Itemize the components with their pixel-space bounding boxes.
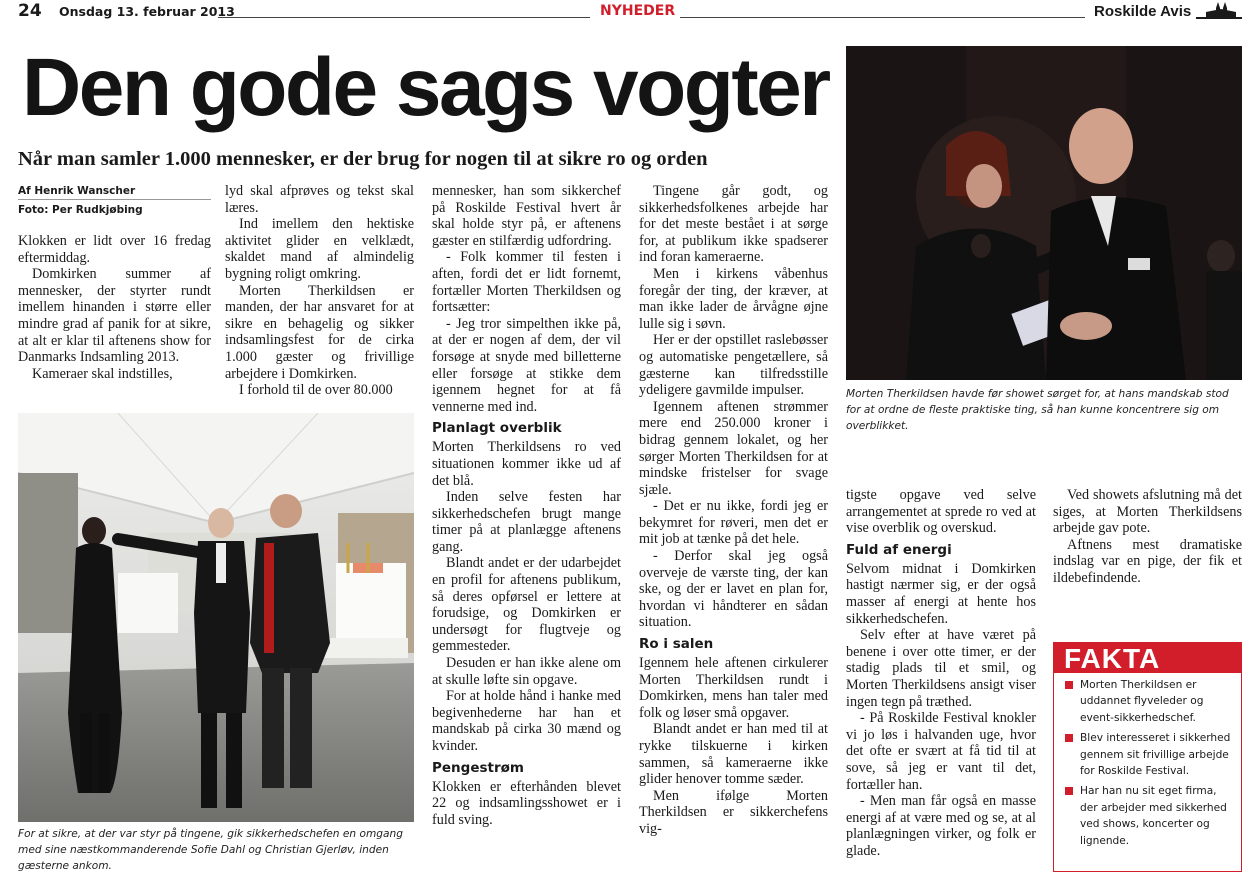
paragraph: For at holde hånd i hanke med begivenhederne har han et mandskab på cirka 30 mænd og kvinder. [432,688,621,754]
paragraph: Klokken er efterhånden blevet 22 og indsamlingsshowet er i fuld sving. [432,778,621,828]
photo-security-walkthrough [18,413,414,822]
text-column-3 [432,183,621,828]
paragraph: Aftnens mest dramatiske indslag var en pige, der fik et ildebefindende. [1053,536,1242,586]
paragraph: Morten Therkildsen er manden, der har ansvaret for at sikre en behagelig og sikker indsamlingsfest for de cirka 1.000 gæster og frivillige arbejdere i Domkirken. [225,282,414,382]
paragraph: Desuden er han ikke alene om at skulle løfte sin opgave. [432,655,621,688]
paper-name: Roskilde Avis [1094,3,1192,20]
paragraph: Blandt andet er der udarbejdet en profil for aftenens publikum, så deres opførsel er lettere at forudsige, og Domkirken er undersøgt for flugtveje og gemmesteder. [432,555,621,655]
text-column-5 [846,487,1036,859]
paragraph: Blandt andet er han med til at rykke tilskuerne i kirken sammen, så kameraerne ikke glider henover tomme sæder. [639,721,828,788]
paragraph: I forhold til de over 80.000 [239,382,393,399]
paragraph: - Men man får også en masse energi af at være med og se, at al planlægningen virker, og folk er glade. [846,793,1036,859]
header-rule-left [218,17,590,18]
left-photo-caption: For at sikre, at der var styr på tingene, gik sikkerhedschefen en omgang med sine næstkommanderende Sofie Dahl og Christian Gjerløv, inden gæsterne ankom. [18,828,403,872]
issue-date: Onsdag 13. februar 2013 [59,4,235,19]
paragraph: mennesker, han som sikkerchef på Roskilde Festival hvert år skal holde styr på, er aftenens gæster en stilfærdig udfordring. [432,183,621,249]
section-label: NYHEDER [600,3,676,19]
paragraph: tigste opgave ved selve arrangementet at sprede ro ved at vise overblik og overskud. [846,487,1036,537]
header-rule-right [680,17,1085,18]
subheading: Planlagt overblik [432,420,562,437]
paragraph: Selv efter at have været på benene i over otte timer, er der stadig plads til et smil, og Morten Therkildsens ansigt viser ingen tegn på træthed. [846,627,1036,710]
photo-security-briefing [846,46,1242,380]
bullet-icon [1065,787,1073,795]
paragraph: Igennem hele aftenen cirkulerer Morten Therkildsen rundt i Domkirken, mens han taler med folk og løser små opgaver. [639,655,828,721]
fakta-box [1053,642,1242,872]
bullet-icon [1065,681,1073,689]
paragraph: Igennem aftenen strømmer mere end 250.000 kroner i bidrag gennem lokalet, og her sørger Morten Therkildsen for at mindske fristelser for svage sjæle. [639,398,828,498]
paragraph: Morten Therkildsens ro ved situationen kommer ikke ud af det blå. [432,439,621,489]
text-column-1 [18,233,211,382]
paragraph: Her er der opstillet raslebøsser og automatiske pengetællere, så gæsterne kan tilfredsstille ydeligere gavmilde impulser. [639,332,828,399]
subheading: Pengestrøm [432,759,524,776]
fakta-title: FAKTA [1054,643,1241,673]
paragraph: Selvom midnat i Domkirken hastigt nærmer sig, er der også masser af energi at hente hos sikkerhedschefen. [846,560,1036,627]
subheadline: Når man samler 1.000 mennesker, er der brug for nogen til at sikre ro og orden [18,148,708,170]
paragraph: - Folk kommer til festen i aften, fordi det er lidt fornemt, fortæller Morten Therkildsen og fortsætter: [432,249,621,316]
right-photo-caption: Morten Therkildsen havde før showet sørget for, at hans mandskab stod for at ordne de fleste praktiske ting, så han kunne koncentrere sig om overblikket. [846,388,1229,432]
paragraph: Tingene går godt, og sikkerhedsfolkenes arbejde har for det meste bestået i at sørge for, at publikum ikke spadserer ind foran kameraerne. [639,183,828,266]
fakta-item: Blev interesseret i sikkerhed gennem sit frivillige arbejde for Roskilde Festival. [1054,730,1241,779]
subheading: Fuld af energi [846,541,952,558]
paragraph: lyd skal afprøves og tekst skal læres. [225,183,414,216]
photo-byline: Foto: Per Rudkjøbing [18,204,143,216]
fakta-item: Har han nu sit eget firma, der arbejder med sikkerhed ved shows, koncerter og lignende. [1054,783,1241,849]
author-byline: Af Henrik Wanscher [18,185,136,197]
text-column-4 [639,183,828,838]
paragraph: Ind imellem den hektiske aktivitet glider en velklædt, skaldet mand af almindelig bygning roligt omkring. [225,216,414,282]
text-column-2 [225,183,414,399]
paragraph: - Derfor skal jeg også overveje de værste ting, der kan ske, og der er lavet en plan for, hvordan vi håndterer en sådan situation. [639,548,828,631]
paragraph: Klokken er lidt over 16 fredag eftermiddag. [18,233,211,266]
paragraph: - Det er nu ikke, fordi jeg er bekymret for røveri, men det er mit job at tænke på det hele. [639,498,828,548]
paragraph: - På Roskilde Festival knokler vi jo løs i halvanden uge, hvor det ofte er svært at få tid til at sove, så jeg er vant til det, fortæller han. [846,710,1036,793]
paragraph: - Jeg tror simpelthen ikke på, at der er nogen af dem, der vil forsøge at snyde med billetterne eller forsøge at stikke dem igennem hegnet for at få vennerne med ind. [432,315,621,415]
paragraph: Men ifølge Morten Therkildsen er sikkerchefens vig- [639,787,828,837]
paragraph: Inden selve festen har sikkerhedschefen brugt mange timer på at planlægge aftenens gang. [432,489,621,555]
paragraph: Ved showets afslutning må det siges, at Morten Therkildsens arbejde gav pote. [1053,487,1242,537]
headline: Den gode sags vogter [22,42,829,133]
bullet-icon [1065,734,1073,742]
text-column-6 [1053,487,1242,587]
paragraph: Domkirken summer af mennesker, der styrter rundt imellem hinanden i større eller mindre grad af panik for at sikre, at alt er klar til aftenens show for Danmarks Indsamling 2013. [18,266,211,366]
fakta-item: Morten Therkildsen er uddannet flyveleder og event-sikkerhedschef. [1054,677,1241,726]
byline-rule [18,199,211,200]
cathedral-logo-icon [1196,0,1242,20]
page-number: 24 [18,1,42,21]
subheading: Ro i salen [639,636,714,653]
paragraph: Kameraer skal indstilles, [32,365,173,382]
paragraph: Men i kirkens våbenhus foregår der ting, der kræver, at man ikke lader de årvågne øjne lulle sig i søvn. [639,265,828,332]
